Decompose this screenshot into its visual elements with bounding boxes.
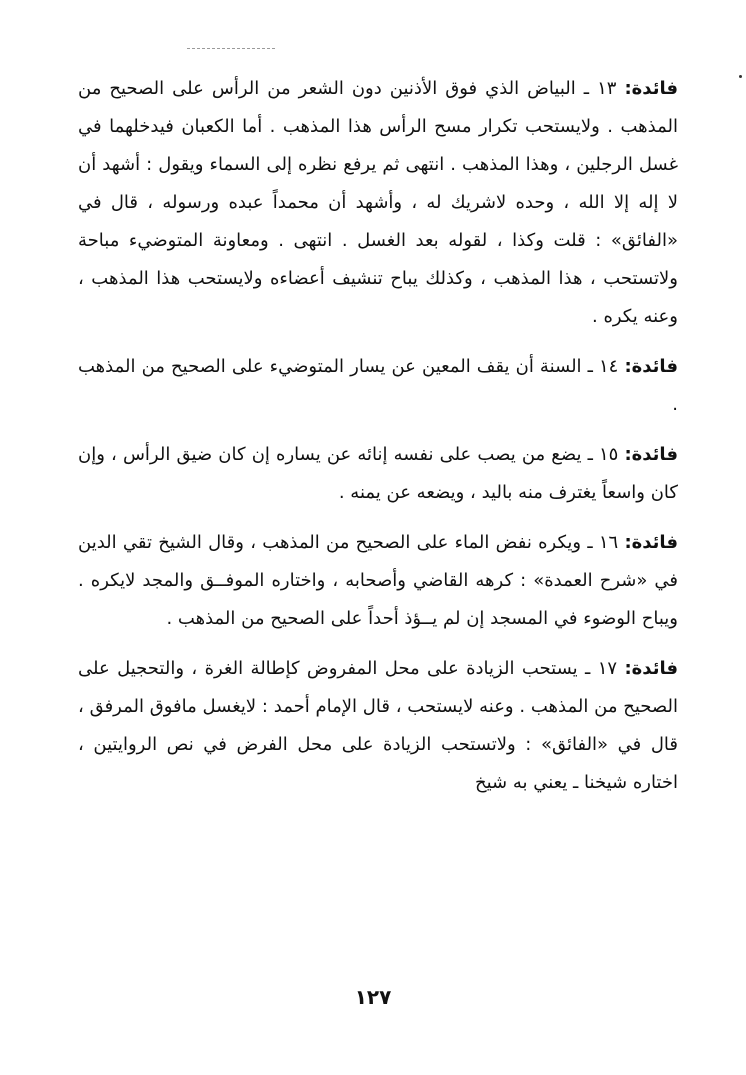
fayda-label: فائدة: — [624, 356, 678, 377]
paragraph-fayda-13 — [78, 70, 678, 336]
paragraph-text: ١٦ ـ ويكره نفض الماء على الصحيح من المذهب ، وقال الشيخ تقي الدين في «شرح العمدة» : كرهه القاضي وأصحابه ، واختاره الموفــق والمجد لايكره . ويباح الوضوء في المسجد إن لم يــؤذ أحداً على الصحيح من المذهب . — [78, 532, 678, 629]
paragraph-text: ١٧ ـ يستحب الزيادة على محل المفروض كإطالة الغرة ، والتحجيل على الصحيح من المذهب . وعنه لايستحب ، قال الإمام أحمد : لايغسل مافوق المرفق ، قال في «الفائق» : ولاتستحب الزيادة على محل الفرض في نص الروايتين ، اختاره شيخنا ـ يعني به شيخ — [78, 658, 678, 793]
margin-mark — [739, 75, 742, 78]
top-dashed-rule — [187, 48, 275, 49]
paragraph-fayda-15 — [78, 436, 678, 512]
page-number: ١٢٧ — [354, 985, 392, 1009]
fayda-label: فائدة: — [624, 658, 678, 679]
paragraph-text: ١٣ ـ البياض الذي فوق الأذنين دون الشعر من الرأس على الصحيح من المذهب . ولايستحب تكرار مسح الرأس هذا المذهب . أما الكعبان فيدخلهما في غسل الرجلين ، وهذا المذهب . انتهى ثم يرفع نظره إلى السماء ويقول : أشهد أن لا إله إلا الله ، وحده لاشريك له ، وأشهد أن محمداً عبده ورسوله ، قال في «الفائق» : قلت وكذا ، لقوله بعد الغسل . انتهى . ومعاونة المتوضيء مباحة ولاتستحب ، هذا المذهب ، وكذلك يباح تنشيف أعضاءه ولايستحب هذا المذهب ، وعنه يكره . — [78, 78, 678, 327]
page-body — [78, 70, 678, 814]
paragraph-fayda-16 — [78, 524, 678, 638]
fayda-label: فائدة: — [624, 532, 678, 553]
paragraph-fayda-14 — [78, 348, 678, 424]
paragraph-text: ١٥ ـ يضع من يصب على نفسه إنائه عن يساره إن كان ضيق الرأس ، وإن كان واسعاً يغترف منه باليد ، ويضعه عن يمنه . — [78, 444, 678, 503]
paragraph-text: ١٤ ـ السنة أن يقف المعين عن يسار المتوضيء على الصحيح من المذهب . — [78, 356, 678, 415]
paragraph-fayda-17 — [78, 650, 678, 802]
fayda-label: فائدة: — [624, 444, 678, 465]
fayda-label: فائدة: — [624, 78, 678, 99]
